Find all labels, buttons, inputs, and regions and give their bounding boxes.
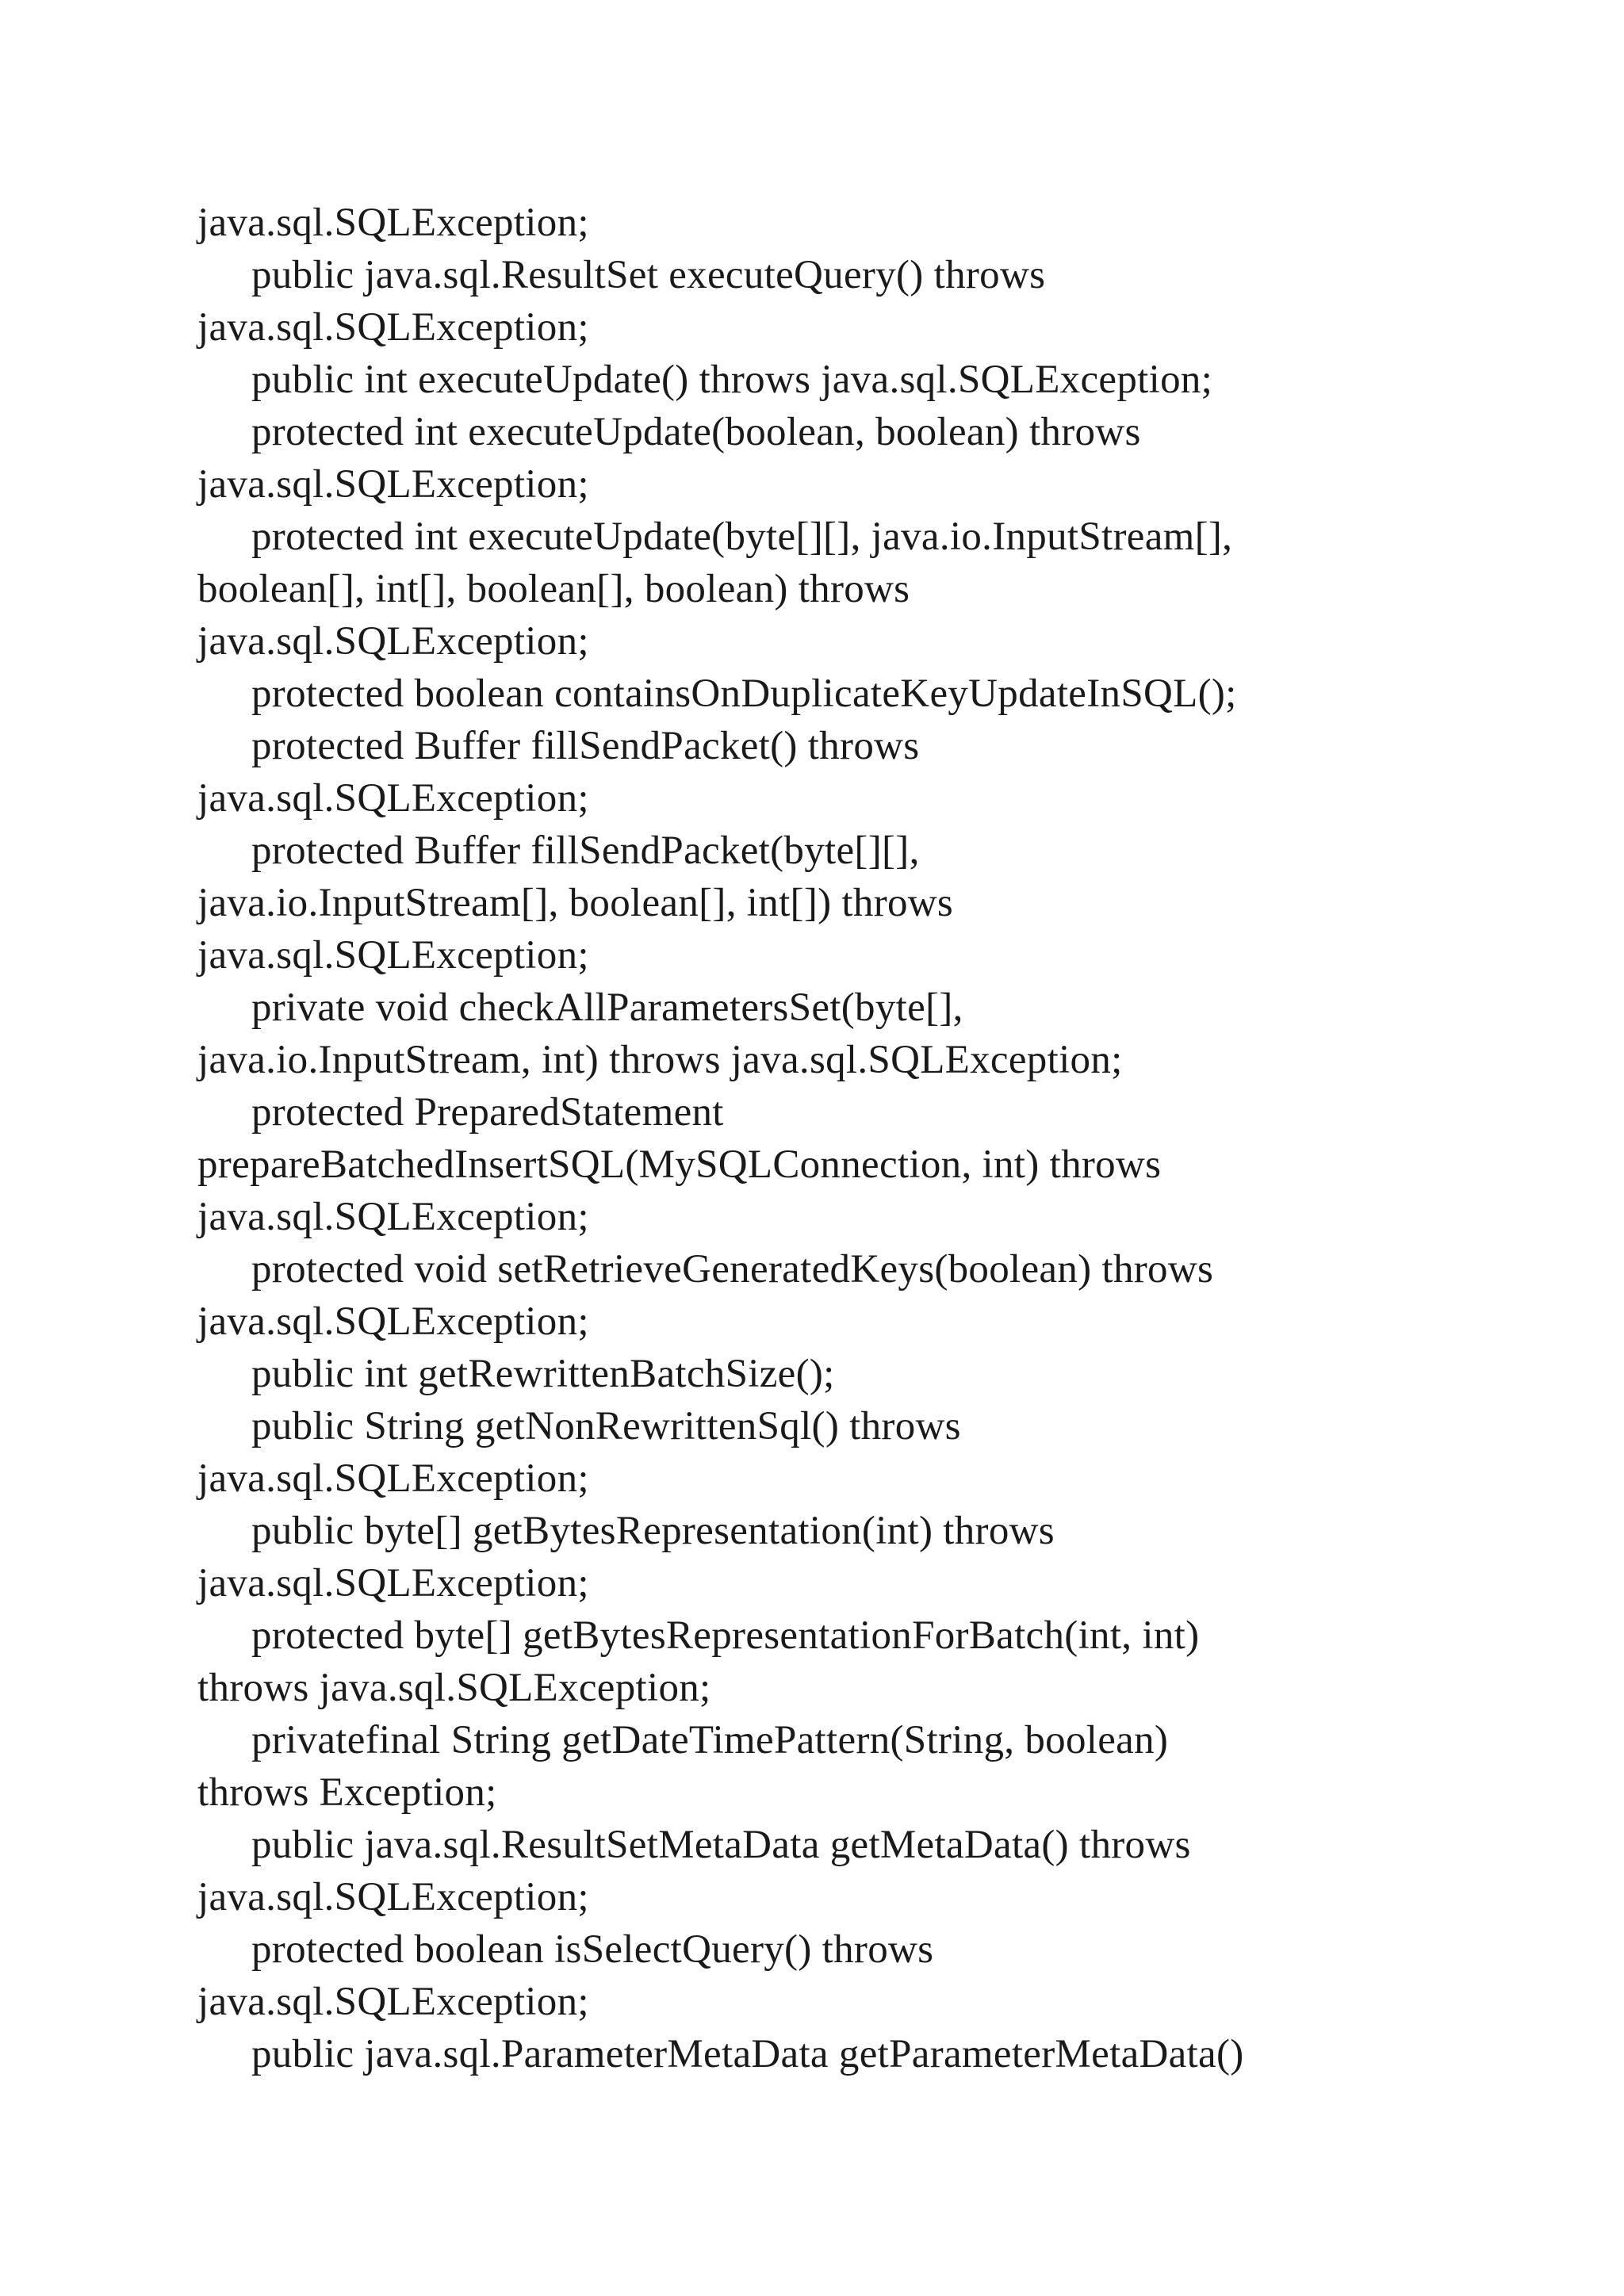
code-line: java.sql.SQLException; bbox=[197, 1561, 589, 1605]
code-line: public java.sql.ParameterMetaData getParameterMetaData() bbox=[251, 2032, 1244, 2076]
code-line: public java.sql.ResultSetMetaData getMetaData() throws bbox=[251, 1823, 1191, 1867]
code-line: protected Buffer fillSendPacket(byte[][], bbox=[251, 828, 920, 873]
code-line: protected byte[] getBytesRepresentationForBatch(int, int) bbox=[251, 1613, 1200, 1658]
code-line: java.sql.SQLException; bbox=[197, 1980, 589, 2024]
code-line: public java.sql.ResultSet executeQuery() throws bbox=[251, 253, 1046, 297]
code-line: public String getNonRewrittenSql() throws bbox=[251, 1404, 961, 1448]
code-line: java.sql.SQLException; bbox=[197, 1875, 589, 1919]
code-line: java.sql.SQLException; bbox=[197, 305, 589, 350]
code-line: prepareBatchedInsertSQL(MySQLConnection, int) throws bbox=[197, 1142, 1162, 1187]
code-line: privatefinal String getDateTimePattern(String, boolean) bbox=[251, 1718, 1169, 1762]
code-line: java.io.InputStream, int) throws java.sql.SQLException; bbox=[197, 1038, 1123, 1082]
code-line: public byte[] getBytesRepresentation(int) throws bbox=[251, 1509, 1055, 1553]
code-line: java.sql.SQLException; bbox=[197, 776, 589, 821]
code-line: public int executeUpdate() throws java.sql.SQLException; bbox=[251, 358, 1213, 402]
code-line: java.sql.SQLException; bbox=[197, 462, 589, 507]
code-line: java.io.InputStream[], boolean[], int[]) throws bbox=[197, 881, 954, 925]
code-line: protected boolean isSelectQuery() throws bbox=[251, 1927, 934, 1972]
code-line: java.sql.SQLException; bbox=[197, 1195, 589, 1239]
code-line: protected Buffer fillSendPacket() throws bbox=[251, 724, 920, 768]
code-line: protected int executeUpdate(boolean, boolean) throws bbox=[251, 410, 1141, 454]
code-line: protected PreparedStatement bbox=[251, 1090, 724, 1135]
code-line: java.sql.SQLException; bbox=[197, 933, 589, 978]
code-line: java.sql.SQLException; bbox=[197, 1456, 589, 1501]
code-line: boolean[], int[], boolean[], boolean) throws bbox=[197, 567, 910, 611]
code-line: private void checkAllParametersSet(byte[], bbox=[251, 985, 963, 1030]
code-line: protected void setRetrieveGeneratedKeys(boolean) throws bbox=[251, 1247, 1214, 1292]
code-listing bbox=[197, 197, 1434, 2080]
code-line: public int getRewrittenBatchSize(); bbox=[251, 1352, 835, 1396]
code-line: java.sql.SQLException; bbox=[197, 201, 589, 245]
code-line: protected int executeUpdate(byte[][], java.io.InputStream[], bbox=[251, 515, 1233, 559]
code-line: java.sql.SQLException; bbox=[197, 619, 589, 664]
code-line: java.sql.SQLException; bbox=[197, 1299, 589, 1344]
code-line: throws java.sql.SQLException; bbox=[197, 1666, 711, 1710]
code-line: throws Exception; bbox=[197, 1770, 497, 1815]
code-line: protected boolean containsOnDuplicateKeyUpdateInSQL(); bbox=[251, 672, 1237, 716]
